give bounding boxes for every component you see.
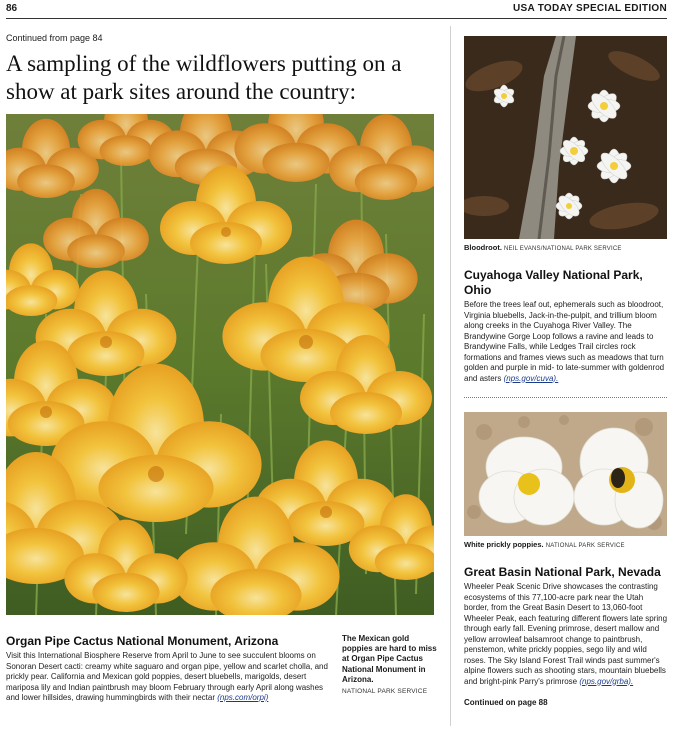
- great-basin-body-text: Wheeler Peak Scenic Drive showcases the contrasting ecosystems of this 77,100-acre park near the Utah border, from the Great Basin Desert to 13,060-foot Wheeler Peak, each featuring different flowers late spring through early fall. Evening primrose, desert mallow and yellow arrowleaf balsamroot change to paintbrush, penstemon, white prickly poppies, sego lily and wild roses. The Sky Island Forest Trail winds past summer's alpine flowers such as shooting stars, mountain bluebells and bright-pink Parry's primrose: [464, 582, 668, 686]
- prickly-poppies-illustration: [464, 412, 667, 536]
- headline: A sampling of the wildflowers putting on a show at park sites around the country:: [6, 51, 402, 104]
- prickly-poppies-photo: [464, 412, 667, 536]
- page-header: [6, 2, 667, 19]
- bloodroot-credit: NEIL EVANS/NATIONAL PARK SERVICE: [504, 246, 622, 252]
- cuyahoga-title: Cuyahoga Valley National Park, Ohio: [464, 268, 643, 297]
- prickly-caption-text: White prickly poppies.: [464, 540, 544, 549]
- organ-pipe-body: [6, 651, 332, 704]
- prickly-credit: NATIONAL PARK SERVICE: [545, 543, 625, 549]
- continued-on: Continued on page 88: [464, 698, 548, 707]
- poppies-photo: [6, 114, 434, 615]
- cuyahoga-link[interactable]: (nps.gov/cuva).: [503, 373, 559, 383]
- poppies-illustration: [6, 114, 434, 615]
- organ-pipe-title: Organ Pipe Cactus National Monument, Arizona: [6, 634, 279, 648]
- cuyahoga-body-text: Before the trees leaf out, ephemerals such as bloodroot, Virginia bluebells, Jack-in-the-pulpit, and trillium bloom along creeks in the Cuyahoga River Valley. The Brandywine Gorge Loop follows a ravine and leads to Brandywine Falls, while Ledges Trail circles rock formations and frames views such as meadows that turn golden and purple in mid- to late-summer with goldenrod and asters: [464, 300, 665, 383]
- poppies-photo-caption: [342, 634, 438, 696]
- bloodroot-photo: [464, 36, 667, 239]
- bloodroot-caption: [464, 243, 622, 252]
- continued-from: Continued from page 84: [6, 33, 103, 43]
- bloodroot-illustration: [464, 36, 667, 239]
- bloodroot-caption-text: Bloodroot.: [464, 243, 502, 252]
- prickly-poppies-caption: [464, 540, 625, 549]
- great-basin-body: [464, 582, 669, 687]
- edition-label: USA TODAY SPECIAL EDITION: [512, 3, 667, 14]
- page-number: 86: [6, 3, 18, 14]
- organ-pipe-body-text: Visit this International Biosphere Reserve from April to June to see succulent blooms on Sonoran Desert cacti: creamy white saguaro and organ pipe, yellow and scarlet cholla, and prickly pear. California and Mexican gold poppies, desert bluebells, marigolds, desert mariposa lily and Indian paintbrush may bloom February through early April along washes and lower hillsides, drawing hummingbirds with their nectar: [6, 651, 328, 702]
- cuyahoga-body: [464, 300, 667, 384]
- great-basin-title: Great Basin National Park, Nevada: [464, 565, 661, 579]
- poppies-photo-credit: NATIONAL PARK SERVICE: [342, 688, 428, 696]
- great-basin-link[interactable]: (nps.gov/grba).: [579, 676, 634, 686]
- organ-pipe-link[interactable]: (nps.com/orpi): [217, 693, 269, 702]
- poppies-caption-text: The Mexican gold poppies are hard to miss at Organ Pipe Cactus National Monument in Arizona.: [342, 634, 437, 684]
- column-divider: [450, 26, 451, 726]
- section-divider: [464, 397, 667, 398]
